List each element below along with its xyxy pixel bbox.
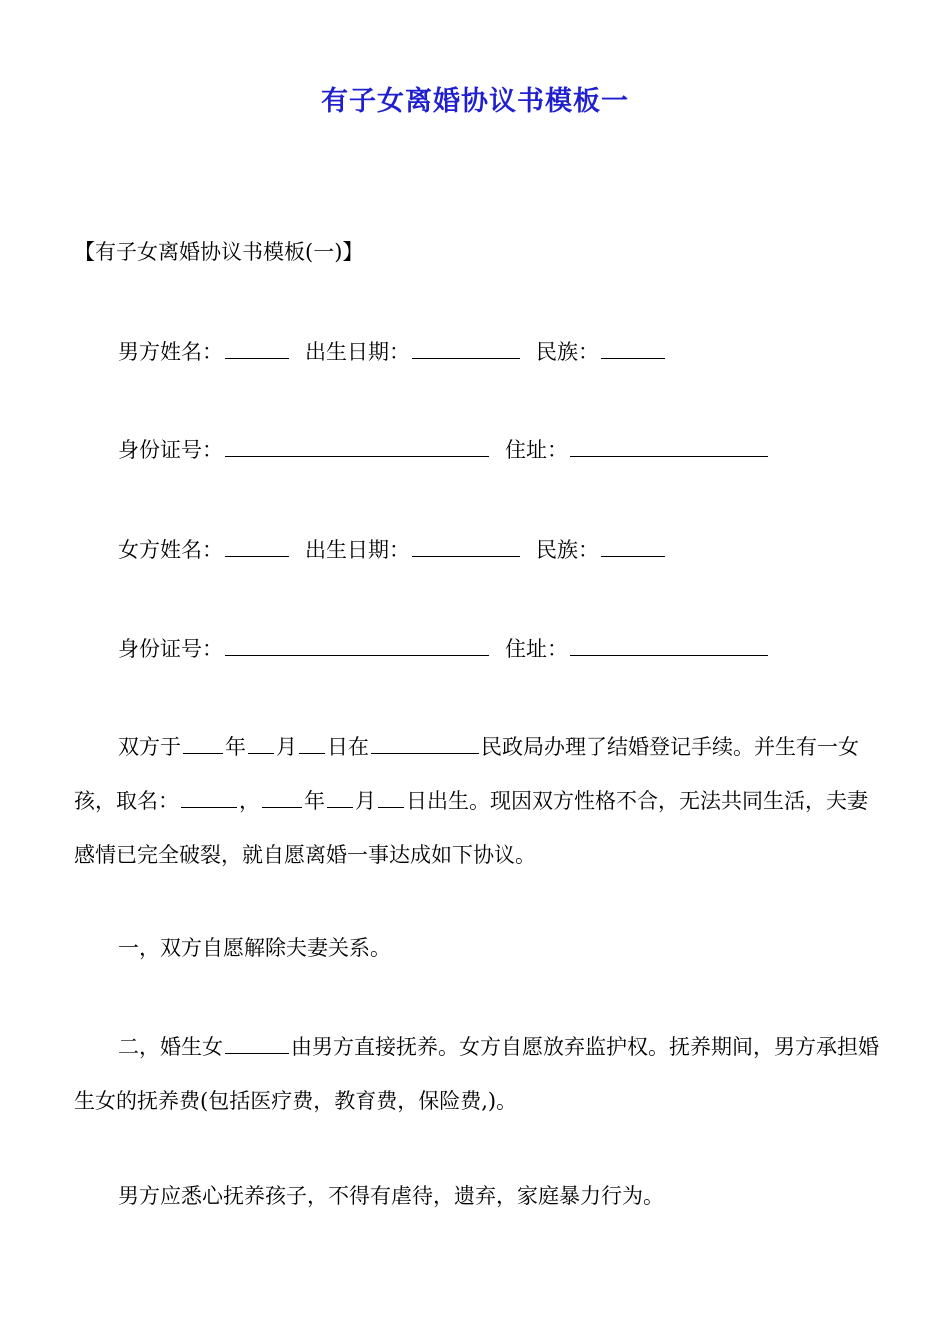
- marriage-text: 年: [304, 789, 325, 813]
- woman-birth-label: 出生日期：: [305, 538, 410, 562]
- woman-ethnicity-blank[interactable]: [601, 536, 665, 557]
- clause-2: [74, 1020, 884, 1128]
- marriage-text: 日在: [327, 735, 369, 759]
- man-name-blank[interactable]: [225, 338, 289, 359]
- woman-info-line: [118, 536, 888, 564]
- child-birth-year-blank[interactable]: [262, 787, 302, 808]
- woman-id-label: 身份证号：: [118, 637, 223, 661]
- marriage-text: 月: [355, 789, 376, 813]
- section-heading: 【有子女离婚协议书模板(一)】: [74, 240, 364, 264]
- woman-name-label: 女方姓名：: [118, 538, 223, 562]
- man-ethnicity-blank[interactable]: [601, 338, 665, 359]
- child-name-blank[interactable]: [181, 787, 237, 808]
- clause-2-text: 二，婚生女: [118, 1035, 223, 1059]
- man-ethnicity-label: 民族：: [536, 340, 599, 364]
- marriage-text: ，: [239, 789, 260, 813]
- civil-affairs-bureau-blank[interactable]: [371, 733, 479, 754]
- marriage-month-blank[interactable]: [248, 733, 274, 754]
- marriage-text: 民政局办理了结婚登记手续。并生有一女孩，取名：: [74, 735, 859, 813]
- woman-birth-blank[interactable]: [412, 536, 520, 557]
- marriage-text: 双方于: [118, 735, 181, 759]
- marriage-day-blank[interactable]: [299, 733, 325, 754]
- woman-address-label: 住址：: [505, 637, 568, 661]
- marriage-year-blank[interactable]: [183, 733, 223, 754]
- clause-3: 男方应悉心抚养孩子，不得有虐待，遗弃，家庭暴力行为。: [118, 1184, 664, 1208]
- clause-2-text: 由男方直接抚养。女方自愿放弃监护权。抚养期间，男方承担婚生女的抚养费(包括医疗费，教育费，保险费,)。: [74, 1035, 879, 1113]
- woman-id-line: [118, 635, 888, 663]
- document-title: 有子女离婚协议书模板一: [321, 86, 629, 117]
- man-id-label: 身份证号：: [118, 438, 223, 462]
- woman-ethnicity-label: 民族：: [536, 538, 599, 562]
- marriage-paragraph: [74, 720, 884, 882]
- marriage-text: 月: [276, 735, 297, 759]
- child-birth-month-blank[interactable]: [327, 787, 353, 808]
- marriage-text: 年: [225, 735, 246, 759]
- man-address-label: 住址：: [505, 438, 568, 462]
- man-info-line: [118, 338, 888, 366]
- man-address-blank[interactable]: [570, 436, 768, 457]
- clause-1: 一，双方自愿解除夫妻关系。: [118, 936, 391, 960]
- man-name-label: 男方姓名：: [118, 340, 223, 364]
- marriage-text: 日出生。现因双方性格不合，无法共同生活，夫妻感情已完全破裂，就自愿离婚一事达成如下协议。: [74, 789, 868, 867]
- man-id-blank[interactable]: [225, 436, 489, 457]
- daughter-name-blank[interactable]: [225, 1033, 289, 1054]
- man-id-line: [118, 436, 888, 464]
- woman-address-blank[interactable]: [570, 635, 768, 656]
- woman-name-blank[interactable]: [225, 536, 289, 557]
- child-birth-day-blank[interactable]: [378, 787, 404, 808]
- man-birth-label: 出生日期：: [305, 340, 410, 364]
- man-birth-blank[interactable]: [412, 338, 520, 359]
- woman-id-blank[interactable]: [225, 635, 489, 656]
